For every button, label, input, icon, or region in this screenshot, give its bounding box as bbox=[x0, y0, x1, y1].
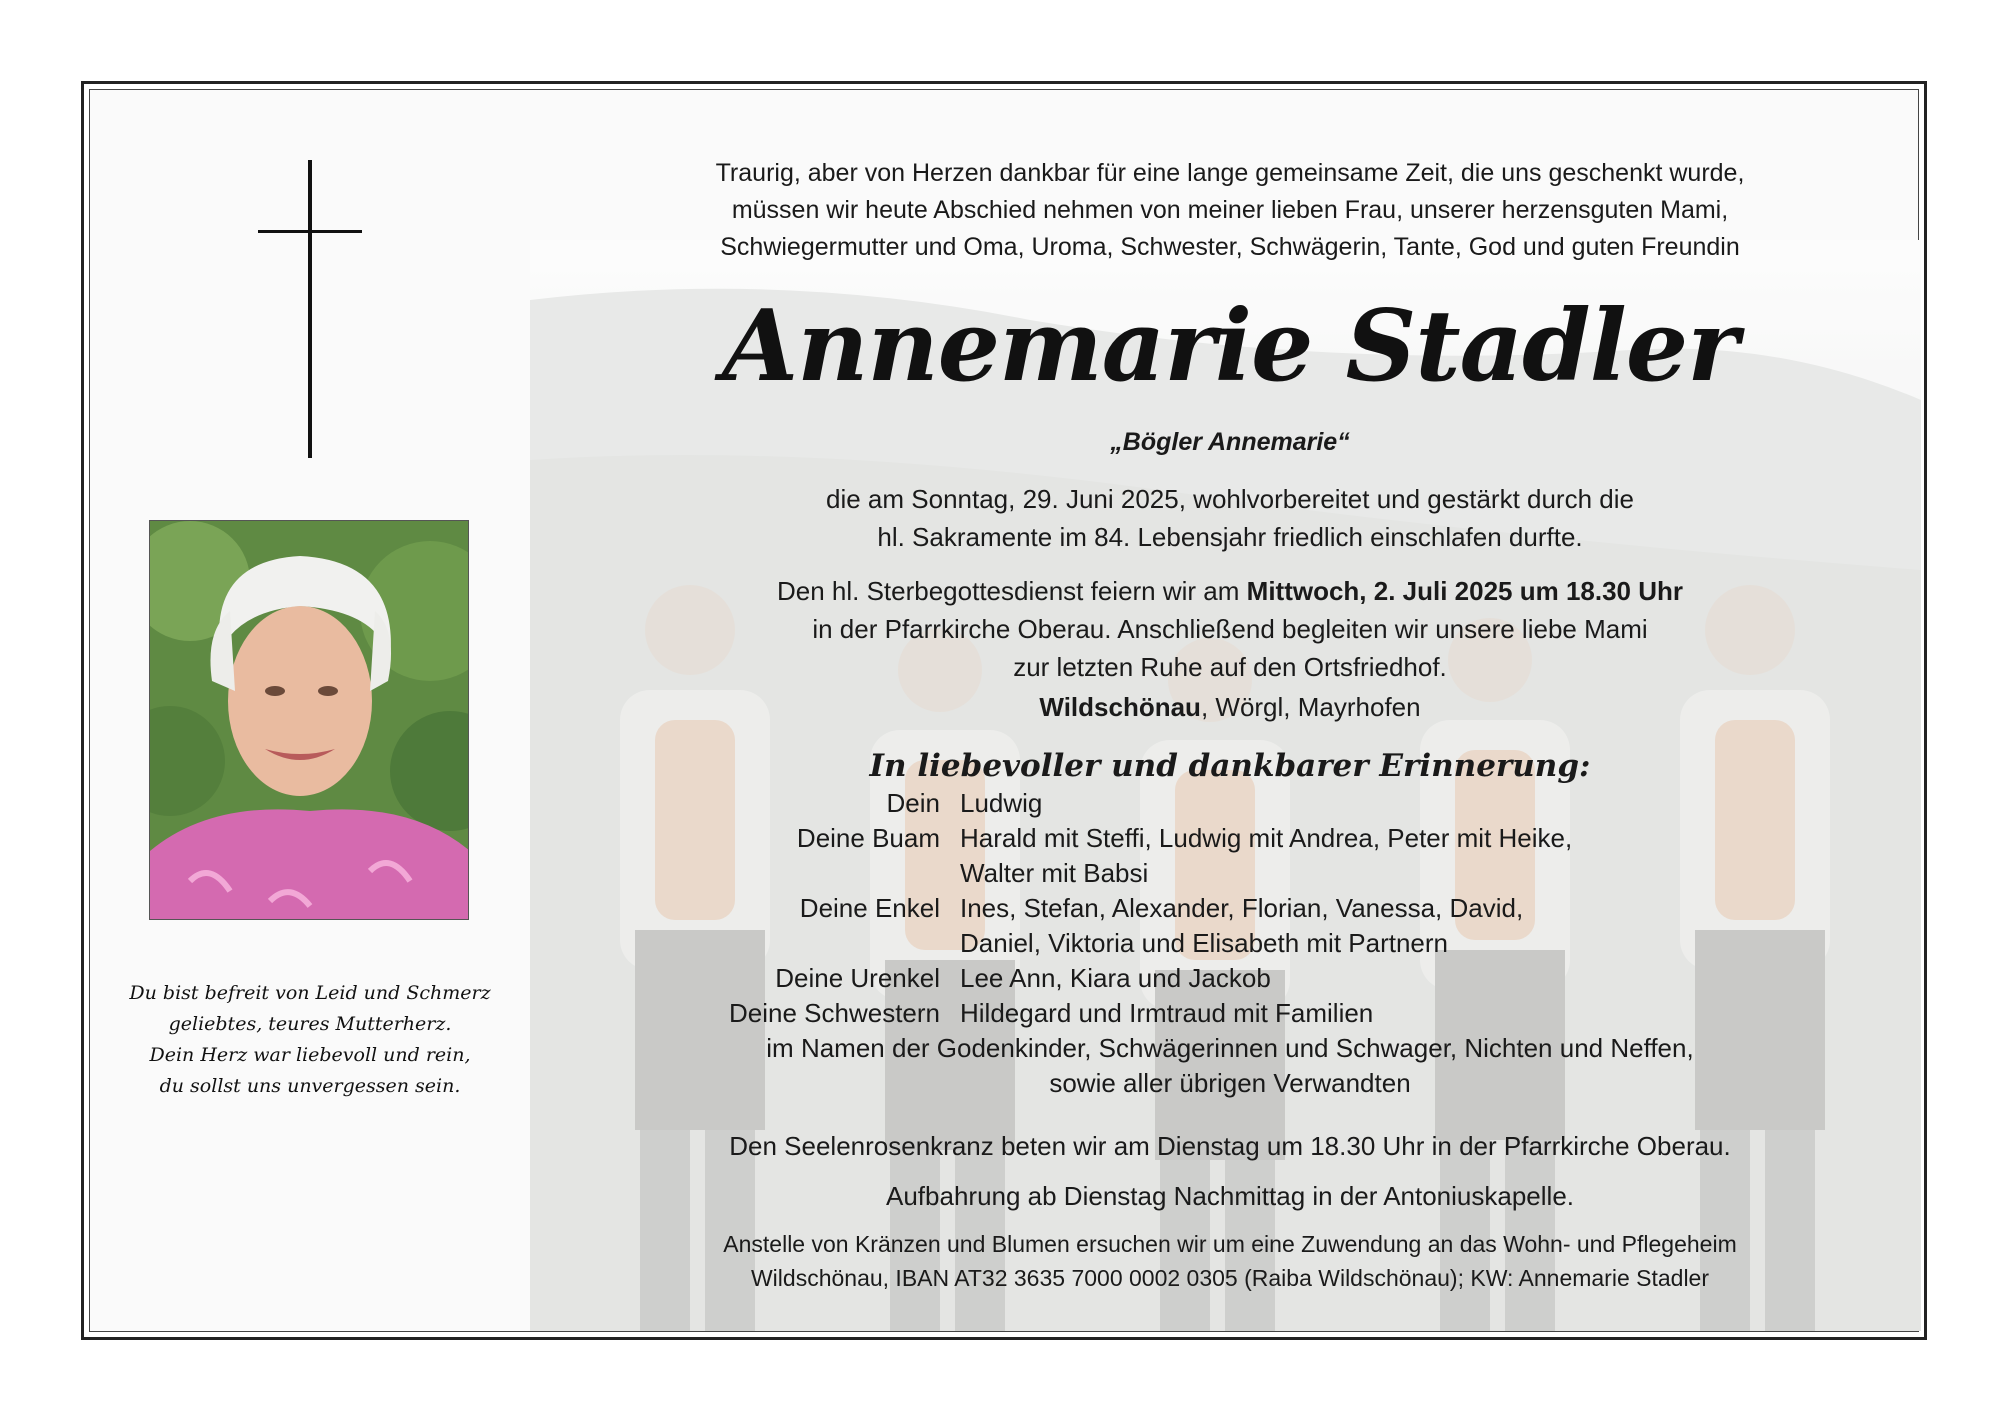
intro-text bbox=[560, 155, 1900, 266]
service-line: in der Pfarrkirche Oberau. Anschließend begleiten wir unsere liebe Mami bbox=[812, 614, 1648, 644]
place-others: , Wörgl, Mayrhofen bbox=[1200, 692, 1421, 722]
intro-line: Schwiegermutter und Oma, Uroma, Schwester, Schwägerin, Tante, God und guten Freundin bbox=[720, 233, 1740, 261]
survivor-row-continued bbox=[560, 856, 1900, 891]
poem-line: geliebtes, teures Mutterherz. bbox=[168, 1013, 452, 1035]
donation-line: Anstelle von Kränzen und Blumen ersuchen wir um eine Zuwendung an das Wohn- und Pflegeheim bbox=[723, 1231, 1737, 1257]
poem bbox=[110, 978, 510, 1102]
survivor-value: Ludwig bbox=[960, 788, 1043, 818]
intro-line: Traurig, aber von Herzen dankbar für eine lange gemeinsame Zeit, die uns geschenkt wurde, bbox=[715, 159, 1745, 187]
survivors-list bbox=[560, 786, 1900, 1031]
survivor-value: Hildegard und Irmtraud mit Familien bbox=[960, 998, 1374, 1028]
poem-line: Du bist befreit von Leid und Schmerz bbox=[129, 982, 491, 1004]
cross-icon bbox=[258, 160, 362, 458]
survivor-label: Deine Enkel bbox=[799, 893, 940, 923]
survivor-label: Dein bbox=[886, 788, 940, 818]
deceased-nickname: „Bögler Annemarie“ bbox=[1110, 428, 1350, 456]
service-line bbox=[560, 572, 1900, 610]
portrait-photo bbox=[149, 520, 469, 920]
godchildren-line: im Namen der Godenkinder, Schwägerinnen und Schwager, Nichten und Neffen, bbox=[766, 1033, 1694, 1063]
poem-line: Dein Herz war liebevoll und rein, bbox=[149, 1044, 471, 1066]
service-line: zur letzten Ruhe auf den Ortsfriedhof. bbox=[1013, 652, 1447, 682]
survivor-value: Harald mit Steffi, Ludwig mit Andrea, Peter mit Heike, bbox=[960, 823, 1573, 853]
survivor-row bbox=[560, 996, 1900, 1031]
death-line: hl. Sakramente im 84. Lebensjahr friedlich einschlafen durfte. bbox=[877, 522, 1583, 552]
donation-notice bbox=[560, 1227, 1900, 1295]
godchildren-text bbox=[560, 1031, 1900, 1101]
survivor-value: Daniel, Viktoria und Elisabeth mit Partnern bbox=[960, 928, 1448, 958]
death-notice bbox=[560, 480, 1900, 556]
death-line: die am Sonntag, 29. Juni 2025, wohlvorbereitet und gestärkt durch die bbox=[826, 484, 1634, 514]
donation-line: Wildschönau, IBAN AT32 3635 7000 0002 0305 (Raiba Wildschönau); KW: Annemarie Stadler bbox=[750, 1265, 1710, 1291]
rosary-notice: Den Seelenrosenkranz beten wir am Dienstag um 18.30 Uhr in der Pfarrkirche Oberau. bbox=[729, 1131, 1731, 1161]
survivor-row bbox=[560, 961, 1900, 996]
survivor-label: Deine Schwestern bbox=[729, 998, 940, 1028]
survivor-label: Deine Urenkel bbox=[775, 963, 940, 993]
survivor-label: Deine Buam bbox=[796, 823, 940, 853]
places bbox=[560, 692, 1900, 723]
survivor-row-continued bbox=[560, 926, 1900, 961]
survivor-value: Ines, Stefan, Alexander, Florian, Vanessa, David, bbox=[960, 893, 1524, 923]
survivor-value: Walter mit Babsi bbox=[960, 858, 1149, 888]
deceased-name: Annemarie Stadler bbox=[722, 289, 1738, 404]
survivor-value: Lee Ann, Kiara und Jackob bbox=[960, 963, 1271, 993]
survivor-row bbox=[560, 821, 1900, 856]
survivor-row bbox=[560, 891, 1900, 926]
service-datetime: Mittwoch, 2. Juli 2025 um 18.30 Uhr bbox=[1246, 576, 1684, 606]
godchildren-line: sowie aller übrigen Verwandten bbox=[1049, 1068, 1411, 1098]
intro-line: müssen wir heute Abschied nehmen von meiner lieben Frau, unserer herzensguten Mami, bbox=[731, 196, 1729, 224]
memory-heading: In liebevoller und dankbarer Erinnerung: bbox=[869, 748, 1591, 784]
survivor-row bbox=[560, 786, 1900, 821]
laying-out-notice: Aufbahrung ab Dienstag Nachmittag in der Antoniuskapelle. bbox=[886, 1181, 1574, 1211]
place-main: Wildschönau bbox=[1039, 692, 1201, 722]
poem-line: du sollst uns unvergessen sein. bbox=[159, 1075, 461, 1097]
funeral-service bbox=[560, 572, 1900, 686]
service-prefix: Den hl. Sterbegottesdienst feiern wir am bbox=[776, 576, 1247, 606]
